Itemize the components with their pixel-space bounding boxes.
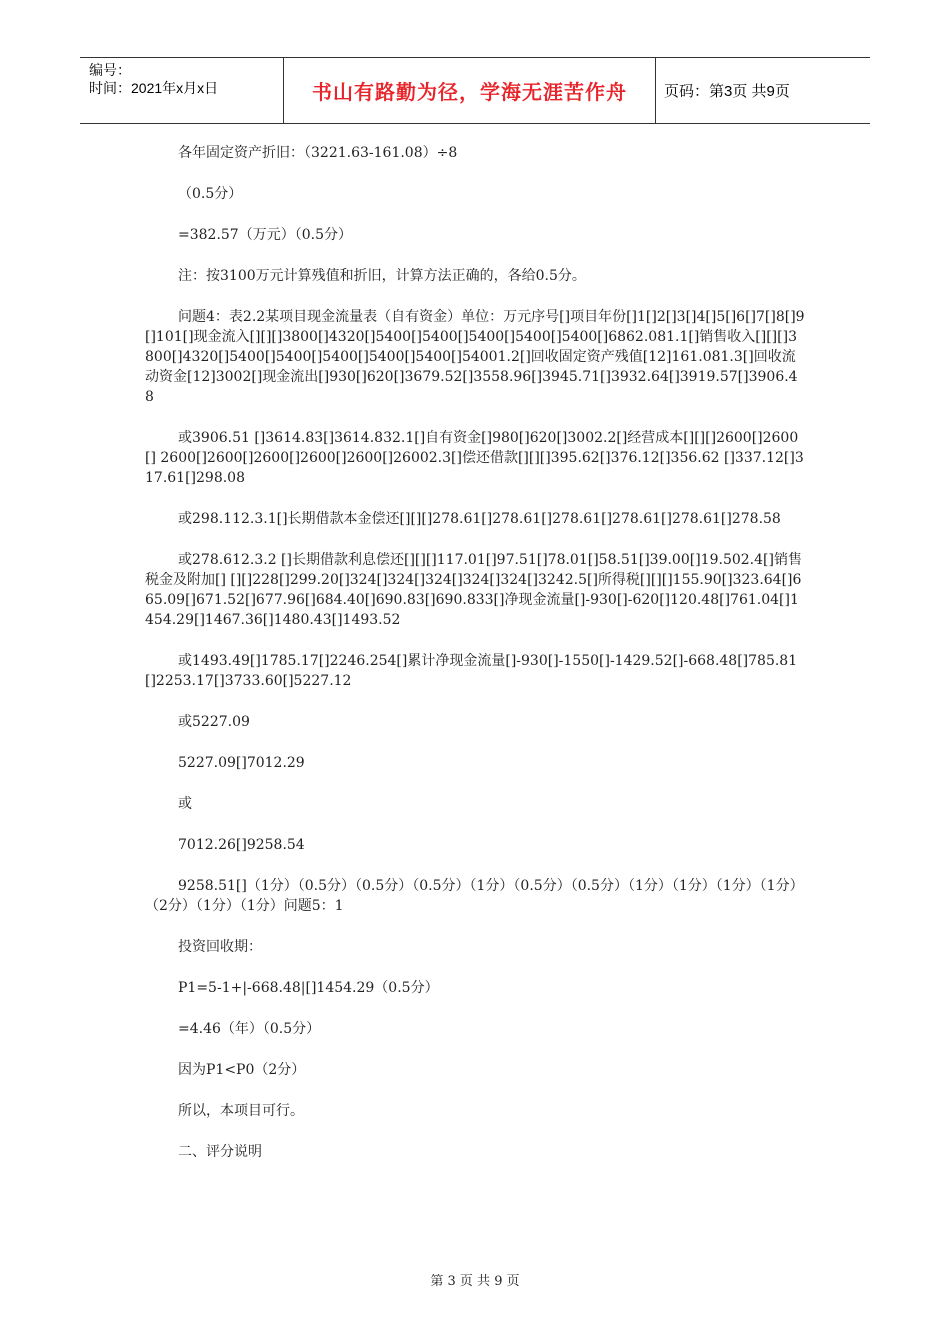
paragraph: 7012.26[]9258.54	[178, 837, 305, 853]
paragraph: 或298.112.3.1[]长期借款本金偿还[][][]278.61[]278.61[]278.61[]278.61[]278.61[]278.58	[178, 511, 781, 527]
header-motto: 书山有路勤为径，学海无涯苦作舟	[283, 58, 656, 123]
header-meta	[80, 58, 283, 123]
page-footer: 第 3 页 共 9 页	[430, 1274, 520, 1289]
paragraph: 或	[178, 796, 192, 812]
paragraph: 投资回收期：	[178, 939, 262, 955]
paragraph: =4.46（年）（0.5分）	[178, 1021, 321, 1037]
page-header	[80, 57, 870, 124]
paragraph: 或1493.49[]1785.17[]2246.254[]累计净现金流量[]-930[]-1550[]-1429.52[]-668.48[]785.81[]2253.17[]3733.60[]5227.12	[145, 653, 798, 689]
document-body	[145, 143, 805, 1183]
paragraph: 各年固定资产折旧：（3221.63-161.08）÷8	[178, 145, 458, 161]
paragraph: 或278.612.3.2 []长期借款利息偿还[][][]117.01[]97.51[]78.01[]58.51[]39.00[]19.502.4[]销售税金及附加[] [][]228[]299.20[]324[]324[]324[]324[]324[]3242.5[]所得税[][][]155.90[]323.64[]665.09[]671.52[]677.96[]684.40[]690.83[]690.833[]净现金流量[]-930[]-620[]120.48[]761.04[]1454.29[]1467.36[]1480.43[]1493.52	[145, 552, 802, 628]
paragraph: 因为P1<P0（2分）	[178, 1062, 306, 1078]
paragraph: 或5227.09	[178, 714, 250, 730]
paragraph: 问题4：表2.2某项目现金流量表（自有资金）单位：万元序号[]项目年份[]1[]2[]3[]4[]5[]6[]7[]8[]9[]101[]现金流入[][][]3800[]4320[]5400[]5400[]5400[]5400[]5400[]6862.081.1[]销售收入[][][]3800[]4320[]5400[]5400[]5400[]5400[]5400[]54001.2[]回收固定资产残值[12]161.081.3[]回收流动资金[12]3002[]现金流出[]930[]620[]3679.52[]3558.96[]3945.71[]3932.64[]3919.57[]3906.48	[145, 309, 805, 405]
paragraph: 所以，本项目可行。	[178, 1103, 304, 1119]
paragraph: （0.5分）	[178, 186, 243, 202]
document-number-label: 编号：	[89, 62, 131, 78]
paragraph: 或3906.51 []3614.83[]3614.832.1[]自有资金[]980[]620[]3002.2[]经营成本[][][]2600[]2600[] 2600[]2600[]2600[]2600[]2600[]26002.3[]偿还借款[][][]395.62[]376.12[]356.62 []337.12[]317.61[]298.08	[145, 430, 804, 486]
paragraph: 注：按3100万元计算残值和折旧，计算方法正确的，各给0.5分。	[178, 268, 586, 284]
paragraph: 二、评分说明	[178, 1144, 262, 1160]
paragraph: =382.57（万元）（0.5分）	[178, 227, 352, 243]
document-date-label: 时间：2021年x月x日	[89, 80, 219, 96]
paragraph: 9258.51[]（1分）（0.5分）（0.5分）（0.5分）（1分）（0.5分）（0.5分）（1分）（1分）（1分）（1分）（2分）（1分）（1分）问题5：1	[145, 878, 804, 914]
paragraph: 5227.09[]7012.29	[178, 755, 305, 771]
paragraph: P1=5-1+|-668.48|[]1454.29（0.5分）	[178, 980, 439, 996]
header-page-info: 页码：第3页 共9页	[664, 83, 790, 100]
